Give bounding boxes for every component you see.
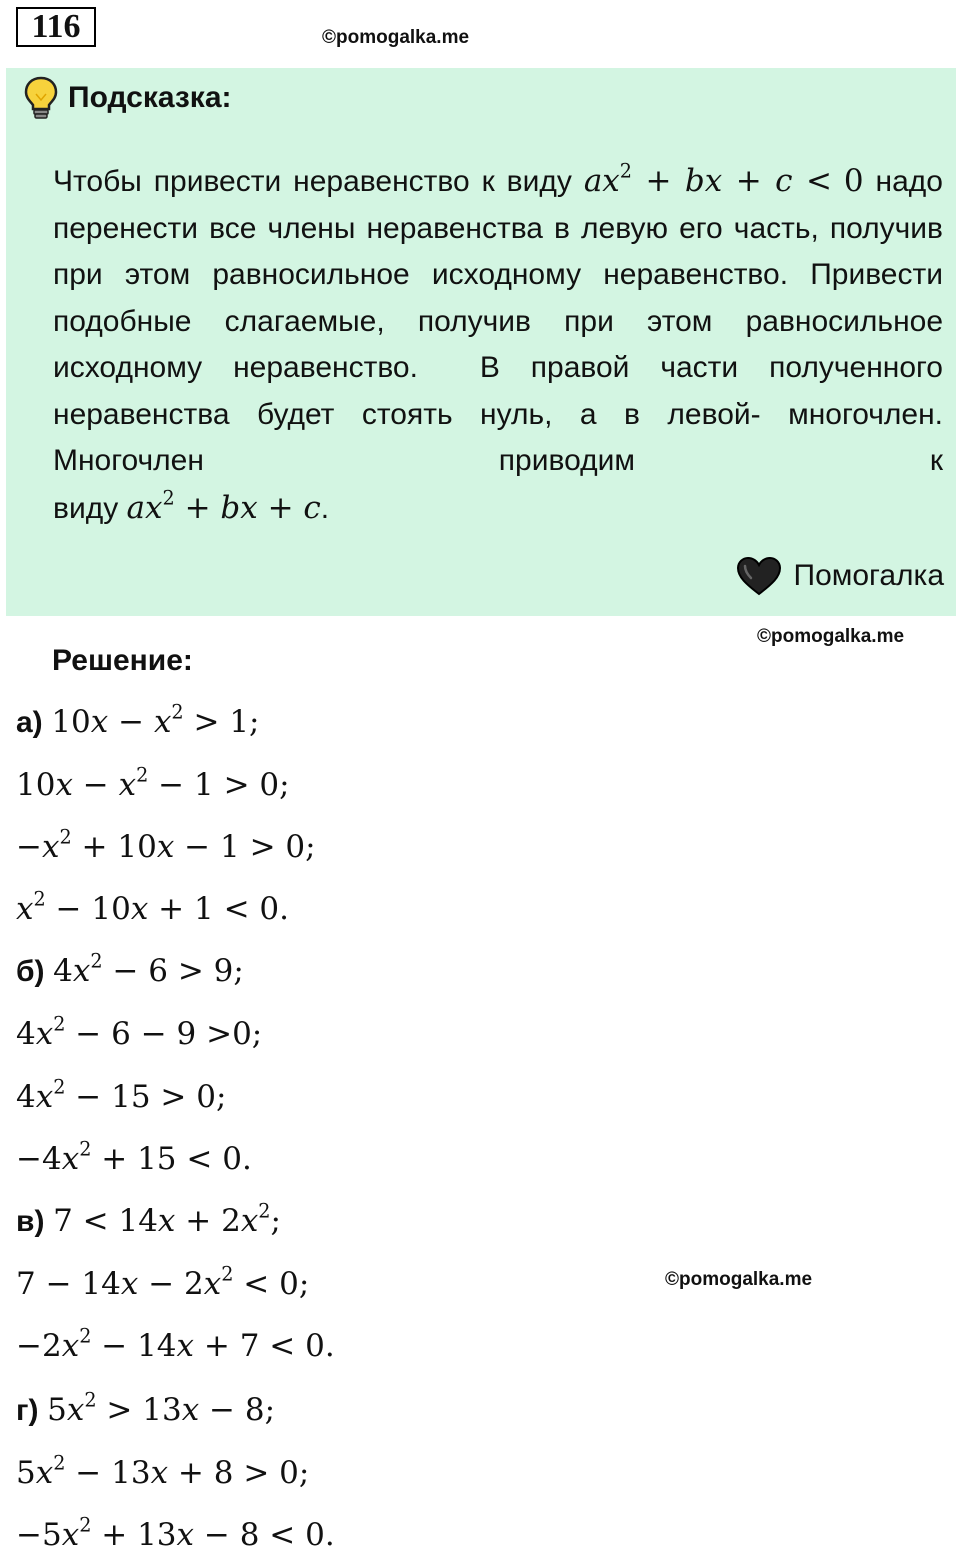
solution-line: в) $7 < 14x + 2x^2$; xyxy=(16,1199,281,1239)
solution-line: $5x^2 - 13x + 8 > 0$; xyxy=(16,1451,310,1491)
solution-line: б) $4x^2 - 6 > 9$; xyxy=(16,949,244,989)
solution-line: $-2x^2 - 14x + 7 < 0$. xyxy=(16,1324,335,1364)
solution-line: $4x^2 - 6 - 9 >0$; xyxy=(16,1012,263,1052)
solution-line: а) $10x - x^2 > 1$; xyxy=(16,700,260,740)
watermark-top: ©pomogalka.me xyxy=(322,27,470,48)
solution-line: $-4x^2 + 15 < 0$. xyxy=(16,1137,252,1177)
part-label-g: г) xyxy=(16,1394,39,1427)
solution-heading: Решение: xyxy=(52,644,193,677)
solution-line: $-5x^2 + 13x - 8 < 0$. xyxy=(16,1513,335,1553)
hint-panel xyxy=(6,68,956,616)
solution-line: $-x^2 + 10x - 1 > 0$; xyxy=(16,825,316,865)
part-label-a: а) xyxy=(16,706,43,739)
watermark-mid: ©pomogalka.me xyxy=(757,626,905,647)
hint-text: Чтобы привести неравенство к виду $ax^2$ + bx + c < 0 надо перенести все члены неравенства в левую его часть, получив при этом равносильное исходному неравенство. Привести подобные слагаемые, получив при этом равносильное исходному неравенство. В правой части полученного неравенства будет стоять нуль, а в левой- многочлен. Многочлен приводим к виду $ax^2$ + bx + c. xyxy=(53,159,943,526)
hint-header xyxy=(24,76,232,120)
solution-line: $x^2 - 10x + 1 < 0$. xyxy=(16,887,289,927)
brand-name: Помогалка xyxy=(793,559,944,592)
part-label-v: в) xyxy=(16,1205,45,1238)
solution-line: $4x^2 - 15 > 0$; xyxy=(16,1075,227,1115)
watermark-bottom: ©pomogalka.me xyxy=(665,1269,813,1290)
solution-line: $10x - x^2 - 1 > 0$; xyxy=(16,763,290,803)
part-label-b: б) xyxy=(16,955,45,988)
solution-line: $7 - 14x - 2x^2 < 0$; xyxy=(16,1262,310,1302)
lightbulb-icon xyxy=(24,76,58,120)
problem-number: 116 xyxy=(16,7,96,47)
hint-title: Подсказка: xyxy=(68,81,232,114)
solution-line: г) $5x^2 > 13x - 8$; xyxy=(16,1388,276,1428)
heart-icon xyxy=(736,556,782,596)
brand xyxy=(736,556,945,596)
